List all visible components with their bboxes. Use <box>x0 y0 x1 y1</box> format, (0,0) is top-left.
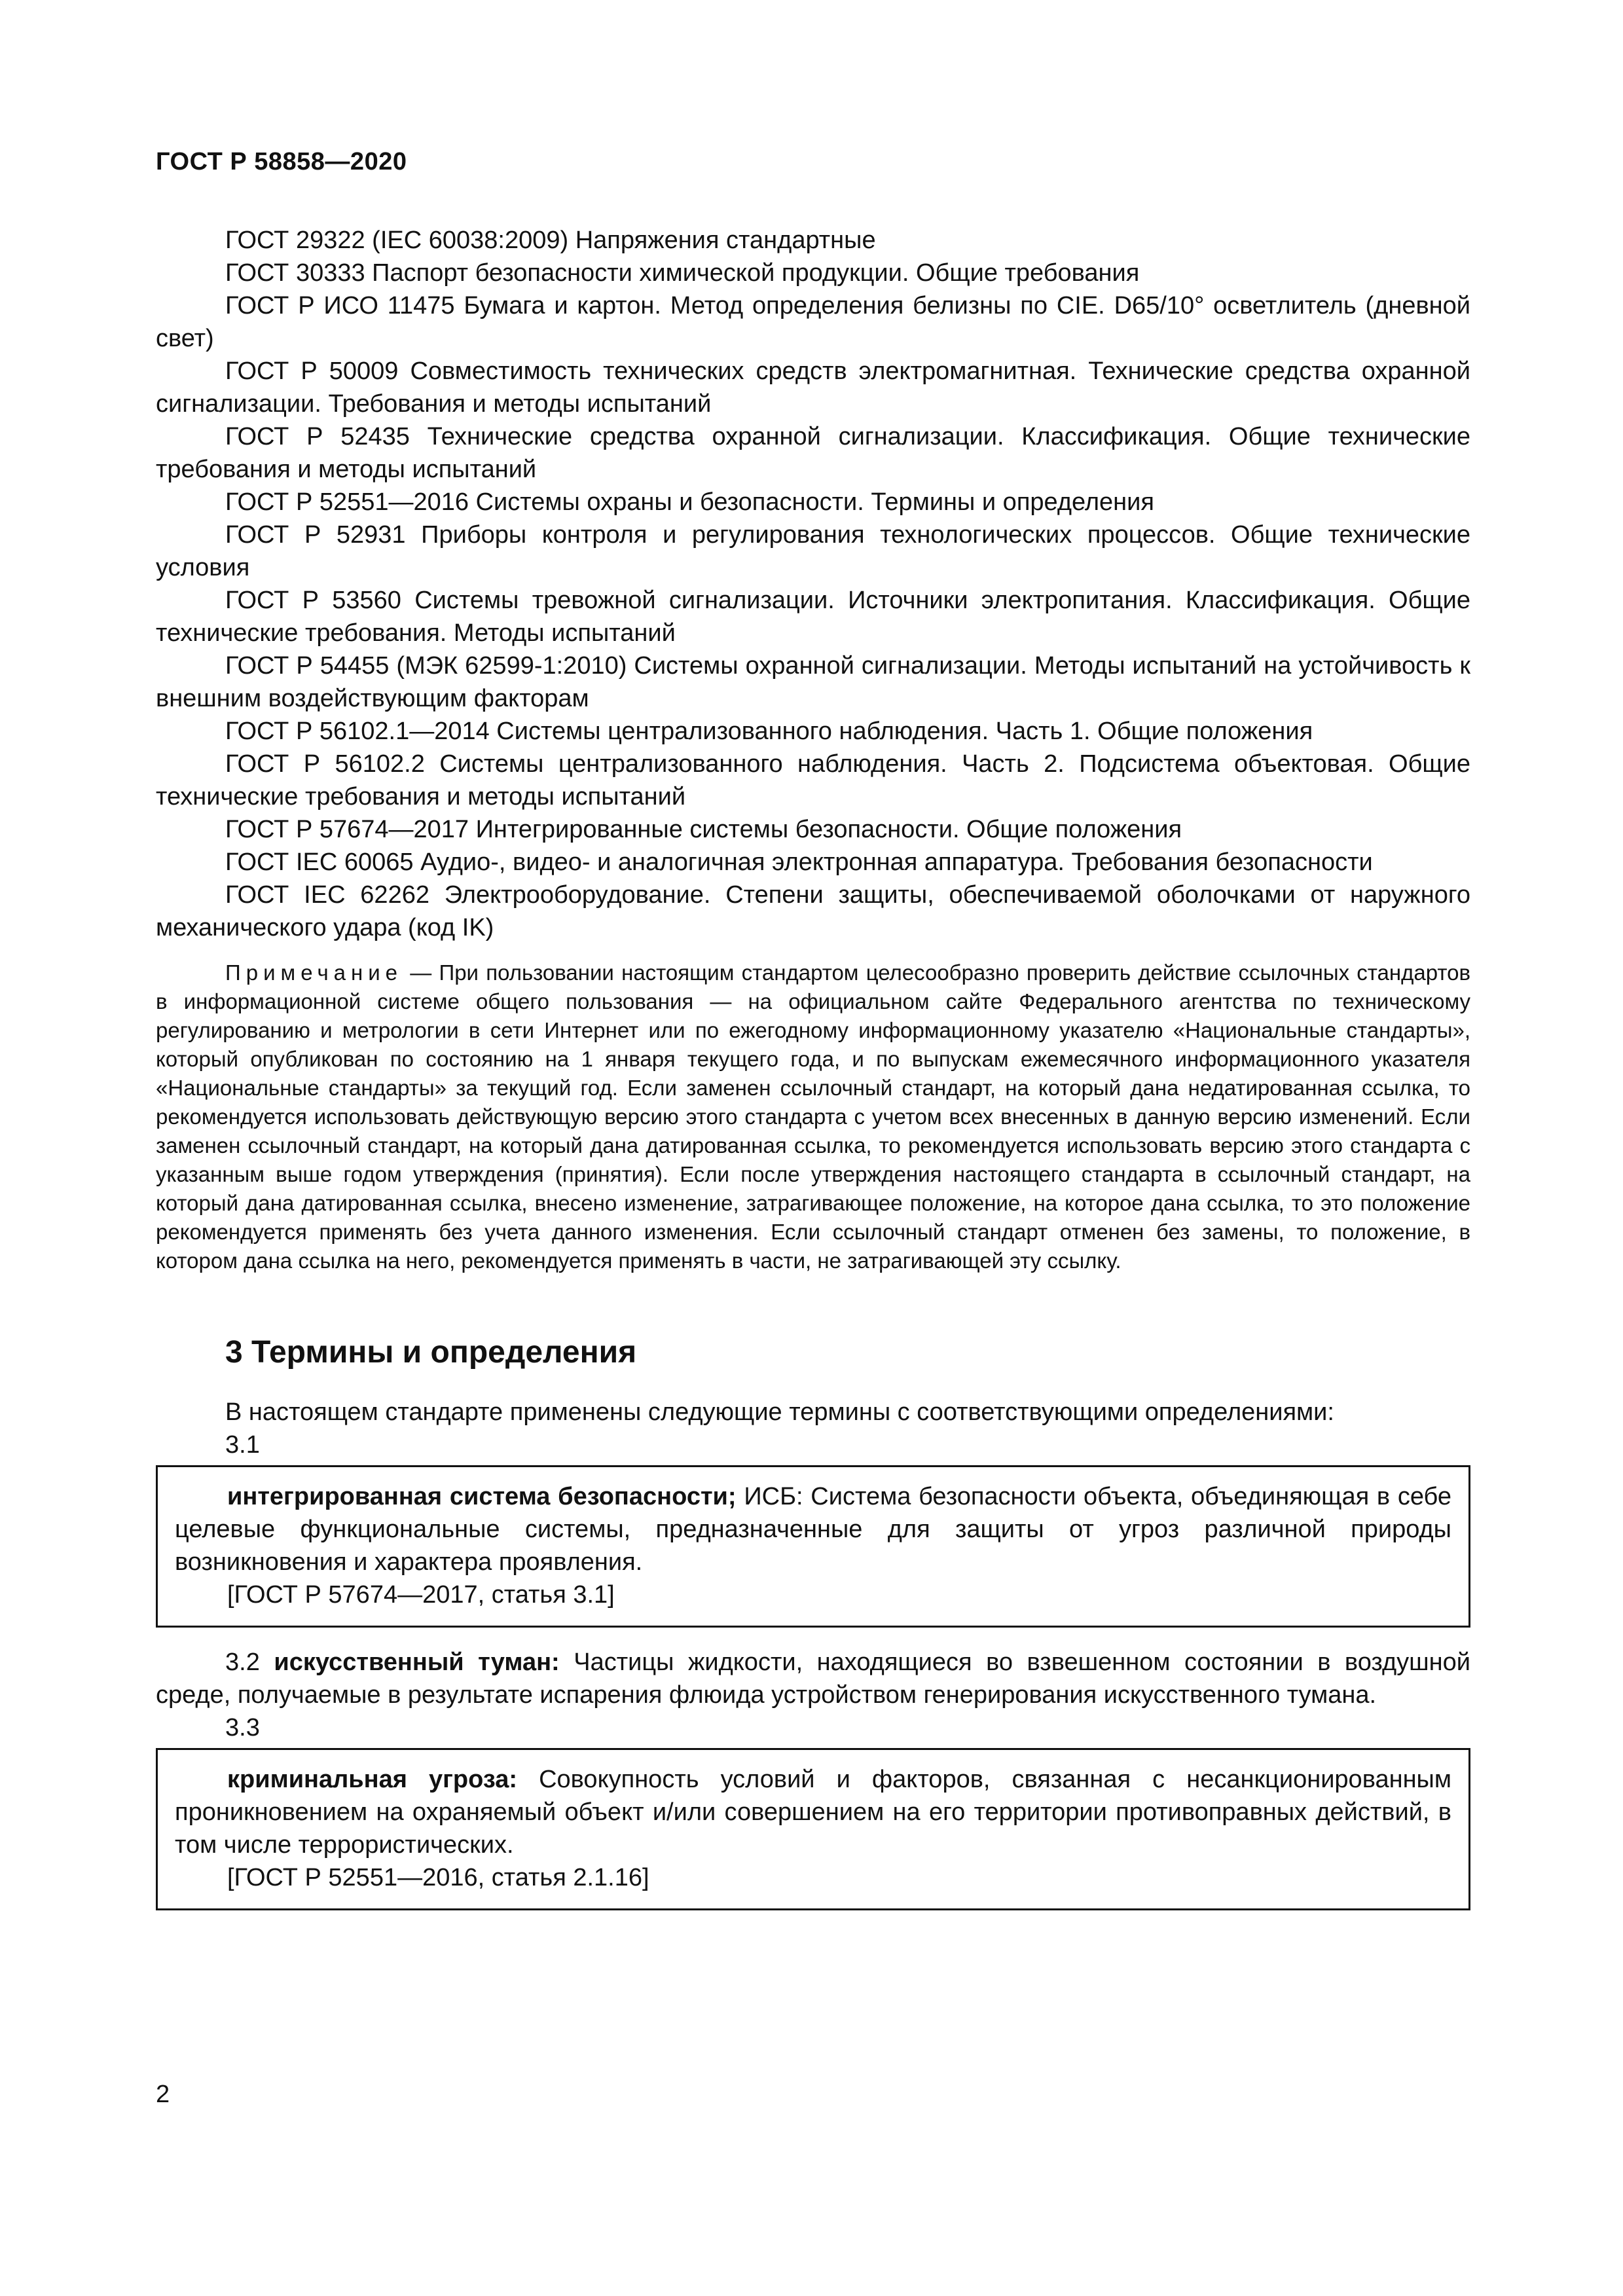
term-name: криминальная угроза: <box>227 1766 518 1793</box>
term-box-3-3 <box>156 1748 1470 1910</box>
term-box-3-1 <box>156 1465 1470 1628</box>
reference-item: ГОСТ Р 52435 Технические средства охранной сигнализации. Классификация. Общие технические требования и методы испытаний <box>156 423 1470 483</box>
term-text: Совокупность условий и факторов, связанная с несанкционированным проникновением на охраняемый объект и/или совершением на его территории противоправных действий, в том числе террористических. <box>175 1766 1451 1859</box>
section-intro: В настоящем стандарте применены следующие термины с соответствующими определениями: <box>225 1398 1334 1426</box>
reference-item: ГОСТ Р 54455 (МЭК 62599-1:2010) Системы охранной сигнализации. Методы испытаний на устойчивость к внешним воздействующим факторам <box>156 652 1470 712</box>
term-number-3-2: 3.2 <box>225 1649 260 1676</box>
reference-item: ГОСТ IEC 62262 Электрооборудование. Степени защиты, обеспечиваемой оболочками от наружного механического удара (код IK) <box>156 881 1470 941</box>
reference-item: ГОСТ Р 56102.2 Системы централизованного наблюдения. Часть 2. Подсистема объектовая. Общие технические требования и методы испытаний <box>156 750 1470 811</box>
reference-item: ГОСТ Р 56102.1—2014 Системы централизованного наблюдения. Часть 1. Общие положения <box>225 718 1313 745</box>
term-number-3-3: 3.3 <box>225 1714 260 1741</box>
term-text: ИСБ: Система безопасности объекта, объединяющая в себе целевые функциональные системы, предназначенные для защиты от угроз различной природы возникновения и характера проявления. <box>175 1483 1451 1576</box>
note-text: — При пользовании настоящим стандартом целесообразно проверить действие ссылочных стандартов в информационной системе общего пользования — на официальном сайте Федерального агентства по техническому регулированию и метрологии в сети Интернет или по ежегодному информационному указателю «Национальные стандарты», который опубликован по состоянию на 1 января текущего года, и по выпускам ежемесячного информационного указателя «Национальные стандарты» за текущий год. Если заменен ссылочный стандарт, на который дана недатированная ссылка, то рекомендуется использовать действующую версию этого стандарта с учетом всех внесенных в данную версию изменений. Если заменен ссылочный стандарт, на который дана датированная ссылка, то рекомендуется использовать версию этого стандарта с указанным выше годом утверждения (принятия). Если после утверждения настоящего стандарта в ссылочный стандарт, на который дана датированная ссылка, внесено изменение, затрагивающее положение, на которое дана ссылка, то это положение рекомендуется применять без учета данного изменения. Если ссылочный стандарт отменен без замены, то положение, в котором дана ссылка на него, рекомендуется применять в части, не затрагивающей эту ссылку. <box>156 960 1470 1273</box>
note-paragraph <box>156 958 1470 1275</box>
term-definition <box>175 1480 1451 1578</box>
reference-item: ГОСТ 30333 Паспорт безопасности химической продукции. Общие требования <box>225 259 1140 287</box>
term-source: [ГОСТ Р 57674—2017, статья 3.1] <box>227 1581 615 1609</box>
document-header: ГОСТ Р 58858—2020 <box>156 148 407 175</box>
reference-item: ГОСТ 29322 (IEC 60038:2009) Напряжения стандартные <box>225 227 876 254</box>
reference-item: ГОСТ Р 52931 Приборы контроля и регулирования технологических процессов. Общие технические условия <box>156 521 1470 581</box>
reference-item: ГОСТ Р 53560 Системы тревожной сигнализации. Источники электропитания. Классификация. Общие технические требования. Методы испытаний <box>156 587 1470 647</box>
page-number: 2 <box>156 2081 170 2108</box>
term-definition <box>175 1763 1451 1861</box>
term-name: интегрированная система безопасности; <box>227 1483 737 1510</box>
term-source: [ГОСТ Р 52551—2016, статья 2.1.16] <box>227 1864 649 1891</box>
reference-item: ГОСТ Р 57674—2017 Интегрированные системы безопасности. Общие положения <box>225 816 1182 843</box>
section-heading: 3 Термины и определения <box>225 1335 637 1370</box>
page-content <box>156 224 1470 1910</box>
note-label: Примечание <box>225 960 403 985</box>
reference-item: ГОСТ IEC 60065 Аудио-, видео- и аналогичная электронная аппаратура. Требования безопасности <box>225 848 1373 876</box>
term-text: Частицы жидкости, находящиеся во взвешенном состоянии в воздушной среде, получаемые в результате испарения флюида устройством генерирования искусственного тумана. <box>156 1649 1470 1709</box>
reference-item: ГОСТ Р 50009 Совместимость технических средств электромагнитная. Технические средства охранной сигнализации. Требования и методы испытаний <box>156 357 1470 418</box>
reference-item: ГОСТ Р 52551—2016 Системы охраны и безопасности. Термины и определения <box>225 488 1154 516</box>
term-number-3-1: 3.1 <box>225 1431 260 1459</box>
term-name: искусственный туман: <box>274 1649 560 1676</box>
reference-item: ГОСТ Р ИСО 11475 Бумага и картон. Метод определения белизны по CIE. D65/10° осветлитель (дневной свет) <box>156 292 1470 352</box>
term-3-2 <box>156 1646 1470 1711</box>
